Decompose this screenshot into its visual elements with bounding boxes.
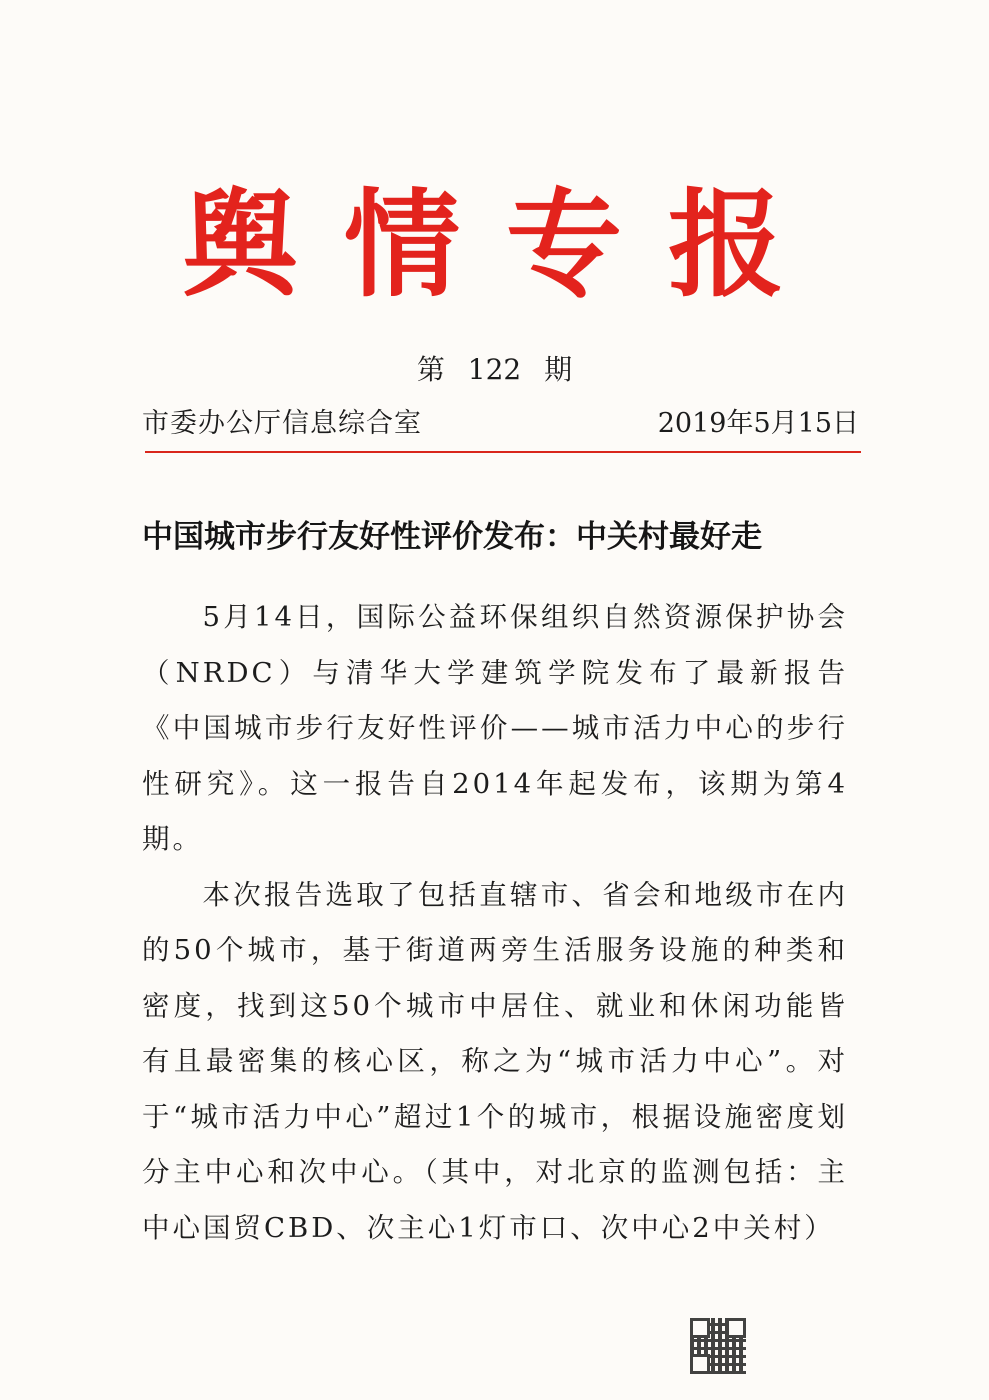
issuing-office: 市委办公厅信息综合室	[142, 408, 422, 439]
article-body	[142, 590, 848, 1256]
qr-code-icon	[690, 1318, 746, 1374]
qr-finder-pattern	[690, 1354, 710, 1374]
issue-number: 122	[467, 353, 522, 386]
masthead-title: 舆情专报	[182, 177, 830, 313]
article-paragraph: 本次报告选取了包括直辖市、省会和地级市在内的50个城市，基于街道两旁生活服务设施的种类和密度，找到这50个城市中居住、就业和休闲功能皆有且最密集的核心区，称之为“城市活力中心”。对于“城市活力中心”超过1个的城市，根据设施密度划分主中心和次中心。（其中，对北京的监测包括：主中心国贸CBD、次主心1灯市口、次中心2中关村）	[142, 878, 848, 1244]
issue-date: 2019年5月15日	[657, 408, 859, 439]
issue-prefix: 第	[416, 353, 445, 386]
article-title: 中国城市步行友好性评价发布：中关村最好走	[142, 519, 762, 555]
issue-suffix: 期	[544, 353, 573, 386]
header-divider	[145, 451, 861, 453]
article-paragraph: 5月14日，国际公益环保组织自然资源保护协会（NRDC）与清华大学建筑学院发布了最新报告《中国城市步行友好性评价——城市活力中心的步行性研究》。这一报告自2014年起发布，该期为第4期。	[142, 601, 848, 855]
issue-line	[0, 350, 989, 390]
